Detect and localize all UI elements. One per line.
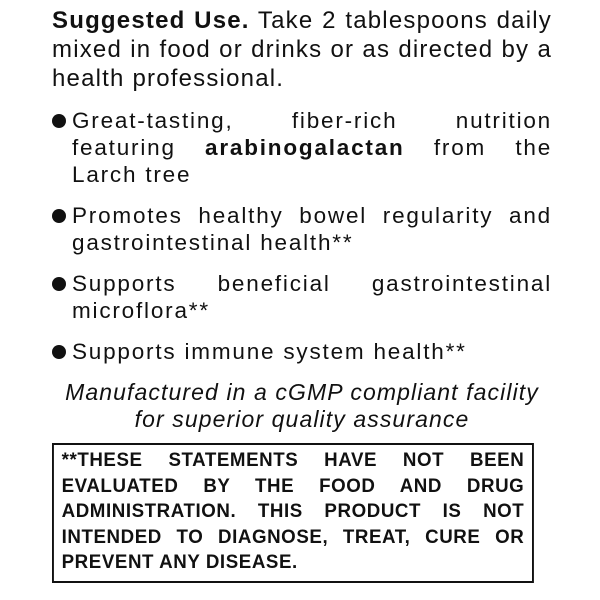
- benefits-list: [52, 107, 552, 365]
- benefit-text: Great-tasting, fiber-rich nutrition featuring: [72, 108, 552, 160]
- suggested-use-paragraph: [52, 6, 552, 93]
- bullet-dot-icon: [52, 114, 66, 128]
- bullet-dot-icon: [52, 209, 66, 223]
- suggested-use-heading: Suggested Use.: [52, 7, 250, 34]
- benefit-bold-text: arabinogalactan: [205, 135, 405, 160]
- benefit-item: [52, 270, 552, 324]
- suggested-use-text: Take 2 tablespoons daily mixed in food or drinks or as directed by a health professional.: [52, 7, 552, 92]
- benefit-text-end: from the Larch tree: [72, 135, 553, 187]
- benefit-item: [52, 338, 552, 365]
- benefit-item: [52, 107, 552, 188]
- supplement-label: [52, 6, 552, 583]
- manufacturing-statement: Manufactured in a cGMP compliant facility for superior quality assurance: [65, 379, 539, 432]
- benefit-item: [52, 202, 552, 256]
- benefit-text: Supports beneficial gastrointestinal microflora**: [72, 271, 552, 323]
- bullet-dot-icon: [52, 345, 66, 359]
- bullet-dot-icon: [52, 277, 66, 291]
- benefit-text: Supports immune system health**: [72, 339, 467, 364]
- benefit-text: Promotes healthy bowel regularity and gastrointestinal health**: [72, 203, 552, 255]
- fda-disclaimer-box: **THESE STATEMENTS HAVE NOT BEEN EVALUATED BY THE FOOD AND DRUG ADMINISTRATION. THIS PRODUCT IS NOT INTENDED TO DIAGNOSE, TREAT, CURE OR PREVENT ANY DISEASE.: [52, 443, 534, 583]
